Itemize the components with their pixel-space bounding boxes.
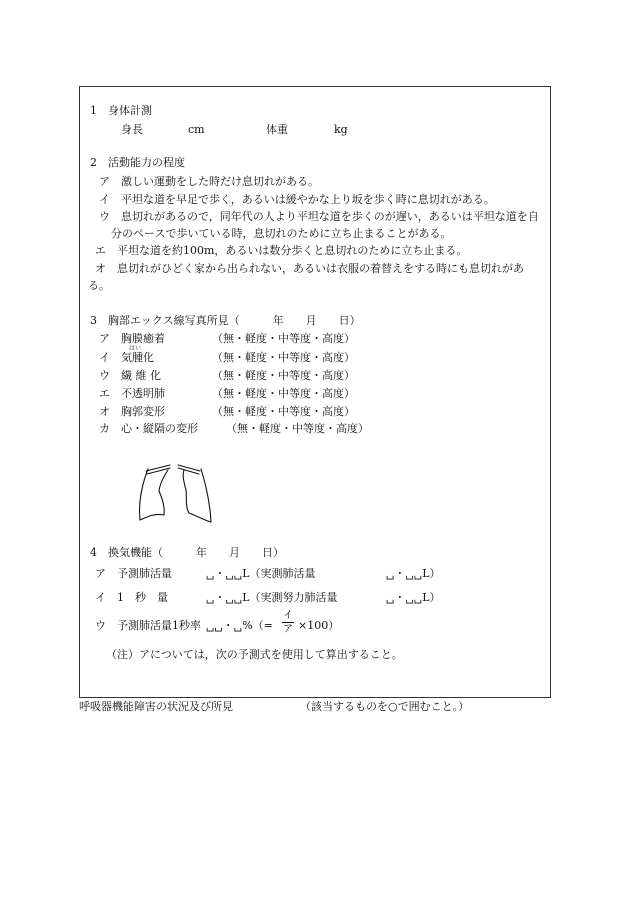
weight-unit: kg xyxy=(334,123,348,136)
xray-finding-grades: （無・軽度・中等度・高度） xyxy=(212,351,355,364)
ratio-suffix: ×100） xyxy=(298,619,340,632)
vc-measured: ␣・␣␣L） xyxy=(386,567,441,580)
form-caption-instruction: （該当するものを○で囲むこと。） xyxy=(300,700,470,713)
fraction-bar xyxy=(282,622,294,623)
xray-finding-label: オ 胸郭変形 xyxy=(99,405,165,418)
form-caption-title: 呼吸器機能障害の状況及び所見 xyxy=(79,700,233,713)
xray-finding-grades: （無・軽度・中等度・高度） xyxy=(212,332,355,345)
ruby-reading: はい xyxy=(129,345,142,352)
footnote: （注）アについては，次の予測式を使用して算出すること。 xyxy=(106,648,403,661)
activity-item: エ 平坦な道を約100m，あるいは数分歩くと息切れのために立ち止まる。 xyxy=(95,244,468,257)
fev1-value: ␣・␣␣L（実測努力肺活量 xyxy=(206,591,338,604)
left-lung-top-line-2 xyxy=(178,468,199,474)
vc-value: ␣・␣␣L（実測肺活量 xyxy=(206,567,316,580)
activity-item: ア 激しい運動をした時だけ息切れがある。 xyxy=(99,175,319,188)
ratio-label: ウ 予測肺活量1秒率 xyxy=(95,619,201,632)
section2-heading: 2 活動能力の程度 xyxy=(90,156,185,169)
section1-heading: 1 身体計測 xyxy=(90,104,152,117)
activity-item-continued: 分のペースで歩いている時，息切れのために立ち止まることがある。 xyxy=(111,227,452,240)
vc-label: ア 予測肺活量 xyxy=(95,567,172,580)
left-lung-top-line-1 xyxy=(178,465,200,471)
section4-heading: 4 換気機能（ 年 月 日） xyxy=(90,546,284,559)
right-lung-outline xyxy=(140,469,168,520)
ratio-fraction xyxy=(282,610,294,635)
xray-finding-label: イ 気腫化 xyxy=(99,351,154,364)
section3-heading: 3 胸部エックス線写真所見（ 年 月 日） xyxy=(90,314,361,327)
right-lung-top-line-1 xyxy=(146,465,170,471)
left-lung-outline xyxy=(183,469,211,522)
xray-finding-label: エ 不透明肺 xyxy=(99,387,165,400)
fev1-measured: ␣・␣␣L） xyxy=(386,591,441,604)
activity-item: ウ 息切れがあるので，同年代の人より平坦な道を歩くのが遅い，あるいは平坦な道を自 xyxy=(99,210,539,223)
fev1-label: イ 1 秒 量 xyxy=(95,591,168,604)
xray-finding-label: ア 胸膜癒着 xyxy=(99,332,165,345)
activity-item-continued: る。 xyxy=(88,279,110,292)
weight-label: 体重 xyxy=(266,123,288,136)
lung-diagram xyxy=(134,460,214,524)
ratio-numerator: イ xyxy=(283,610,293,621)
xray-finding-grades: （無・軽度・中等度・高度） xyxy=(212,369,355,382)
xray-finding-grades: （無・軽度・中等度・高度） xyxy=(212,387,355,400)
height-unit: cm xyxy=(188,123,205,136)
xray-finding-grades: （無・軽度・中等度・高度） xyxy=(212,405,355,418)
height-label: 身長 xyxy=(121,123,143,136)
xray-finding-label: ウ 繊 維 化 xyxy=(99,369,161,382)
xray-finding-grades: （無・軽度・中等度・高度） xyxy=(226,422,369,435)
ratio-value: ␣␣・␣%（= xyxy=(206,619,273,632)
xray-finding-label: カ 心・縦隔の変形 xyxy=(99,422,198,435)
ratio-denominator: ア xyxy=(283,624,293,635)
activity-item: オ 息切れがひどく家から出られない，あるいは衣服の着替えをする時にも息切れがあ xyxy=(95,262,524,275)
activity-item: イ 平坦な道を早足で歩く，あるいは緩やかな上り坂を歩く時に息切れがある。 xyxy=(99,193,495,206)
